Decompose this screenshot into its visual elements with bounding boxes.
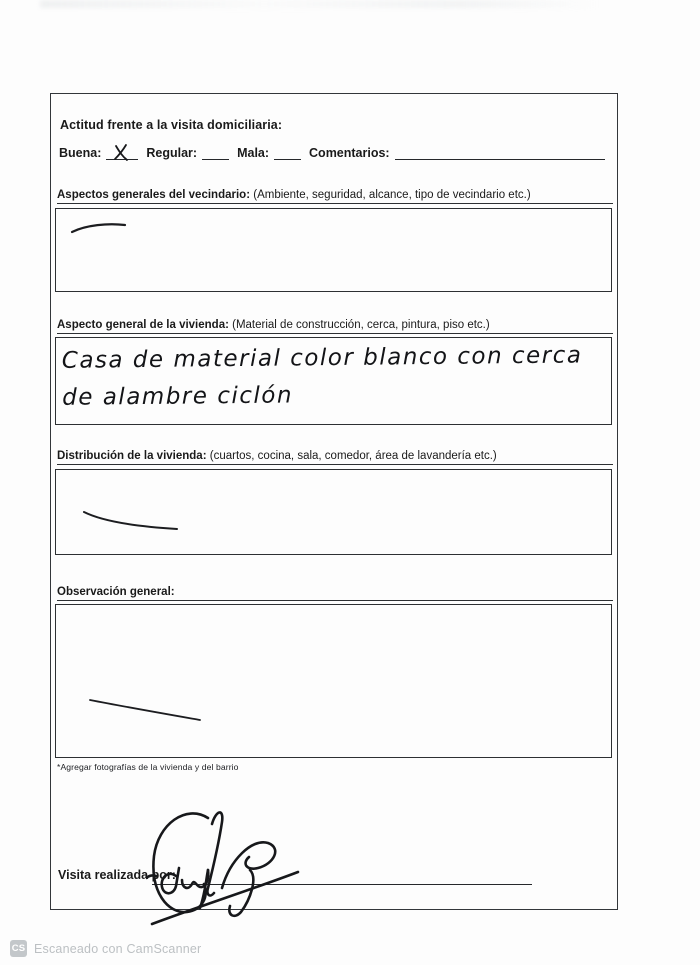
section-vivienda-label: Aspecto general de la vivienda: bbox=[57, 319, 229, 331]
handwritten-line-1: Casa de material color blanco con cerca bbox=[61, 342, 583, 374]
option-mala-blank bbox=[274, 146, 301, 160]
handwritten-note bbox=[62, 337, 608, 417]
pen-dash-stroke bbox=[82, 508, 180, 532]
section-distribucion-label: Distribución de la vivienda: bbox=[57, 450, 207, 462]
section-distribucion-header bbox=[57, 450, 613, 465]
camscanner-watermark bbox=[10, 940, 201, 957]
option-buena-blank bbox=[106, 146, 138, 160]
section-vivienda-header bbox=[57, 319, 613, 334]
section-vivienda-box bbox=[55, 337, 612, 425]
pen-dash-stroke bbox=[70, 221, 128, 235]
option-mala-label: Mala: bbox=[237, 146, 270, 160]
camscanner-text: Escaneado con CamScanner bbox=[34, 941, 202, 956]
option-regular-blank bbox=[202, 146, 229, 160]
pen-dash-stroke bbox=[88, 695, 203, 723]
option-regular-label: Regular: bbox=[146, 146, 198, 160]
section-vecindario-label: Aspectos generales del vecindario: bbox=[57, 189, 251, 201]
section-distribucion-hint: (cuartos, cocina, sala, comedor, área de lavandería etc.) bbox=[209, 450, 497, 462]
scan-artifact bbox=[40, 0, 600, 8]
comments-blank-line bbox=[395, 146, 605, 160]
form-title: Actitud frente a la visita domiciliaria: bbox=[60, 118, 283, 132]
option-buena-label: Buena: bbox=[59, 146, 102, 160]
section-distribucion-box bbox=[55, 469, 612, 555]
section-vecindario-hint: (Ambiente, seguridad, alcance, tipo de vecindario etc.) bbox=[253, 189, 531, 201]
comments-label: Comentarios: bbox=[309, 146, 390, 160]
attitude-options-row bbox=[59, 146, 607, 160]
section-vecindario-box bbox=[55, 208, 612, 292]
section-vivienda-hint: (Material de construcción, cerca, pintura, piso etc.) bbox=[232, 319, 490, 331]
visited-by-label: Visita realizada por: bbox=[58, 868, 176, 882]
camscanner-cs-icon: CS bbox=[10, 940, 27, 957]
photos-footnote: *Agregar fotografías de la vivienda y del barrio bbox=[57, 762, 239, 772]
handwritten-line-2: de alambre ciclón bbox=[62, 382, 294, 411]
section-observacion-label: Observación general: bbox=[57, 586, 175, 598]
buena-checkmark-icon bbox=[113, 143, 131, 162]
section-observacion-header bbox=[57, 586, 613, 601]
handwritten-signature bbox=[146, 796, 346, 928]
section-observacion-box bbox=[55, 604, 612, 758]
section-vecindario-header bbox=[57, 189, 613, 204]
